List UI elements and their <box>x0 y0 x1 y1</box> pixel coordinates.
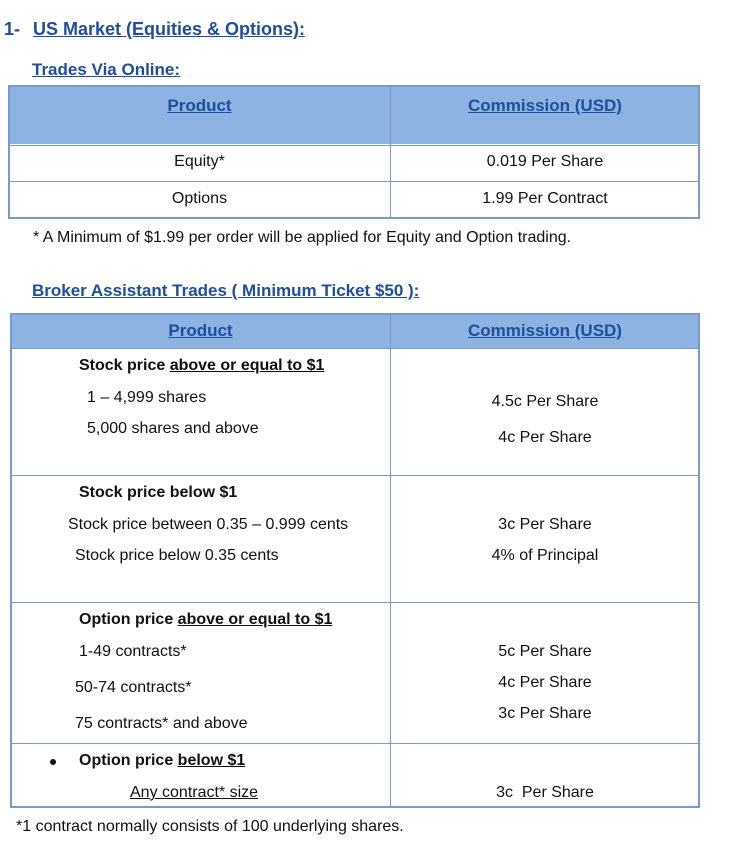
tier-rate: 3c Per Share <box>498 705 592 722</box>
section-number: 1- <box>4 19 21 39</box>
broker-header-product: Product <box>168 321 233 340</box>
contract-footnote: *1 contract normally consists of 100 underlying shares. <box>16 818 404 835</box>
tier-item: Stock price between 0.35 – 0.999 cents <box>68 516 349 533</box>
online-row-commission: 0.019 Per Share <box>486 153 604 170</box>
tier-rate: 3c Per Share <box>498 516 592 533</box>
option-below-1-title: Option price below $1 <box>79 752 246 769</box>
option-above-1-title: Option price above or equal to $1 <box>79 611 333 628</box>
tier-rate: 4.5c Per Share <box>491 393 599 410</box>
tier-item: 5,000 shares and above <box>87 420 259 437</box>
online-minimum-note: * A Minimum of $1.99 per order will be applied for Equity and Option trading. <box>33 229 572 246</box>
section-title: US Market (Equities & Options): <box>33 19 306 39</box>
bullet-icon <box>50 759 56 765</box>
broker-table-divider <box>11 348 699 349</box>
broker-header-commission: Commission (USD) <box>468 321 622 340</box>
online-table-divider <box>9 181 699 182</box>
tier-item: 75 contracts* and above <box>75 715 248 732</box>
tier-rate: 4c Per Share <box>498 429 592 446</box>
tier-rate: 4% of Principal <box>491 547 599 564</box>
broker-table-divider <box>11 602 699 603</box>
tier-rate: 5c Per Share <box>498 643 592 660</box>
online-header-product: Product <box>167 96 232 115</box>
tier-item: Stock price below 0.35 cents <box>75 547 279 564</box>
online-row-product: Equity* <box>174 153 225 170</box>
stock-below-1-title: Stock price below $1 <box>79 484 238 501</box>
tier-item: 50-74 contracts* <box>75 679 192 696</box>
online-trades-title: Trades Via Online: <box>32 60 181 79</box>
tier-rate: 3c Per Share <box>496 784 594 801</box>
tier-item: 1 – 4,999 shares <box>87 389 207 406</box>
stock-above-1-title: Stock price above or equal to $1 <box>79 357 325 374</box>
broker-trades-title: Broker Assistant Trades ( Minimum Ticket $50 ): <box>32 281 420 300</box>
tier-item: Any contract* size <box>130 784 259 801</box>
broker-table-divider <box>11 743 699 744</box>
online-header-commission: Commission (USD) <box>468 96 622 115</box>
online-row-commission: 1.99 Per Contract <box>482 190 608 207</box>
online-table-divider <box>9 145 699 146</box>
tier-item: 1-49 contracts* <box>79 643 187 660</box>
broker-table-divider <box>11 475 699 476</box>
online-row-product: Options <box>171 190 228 207</box>
tier-rate: 4c Per Share <box>498 674 592 691</box>
